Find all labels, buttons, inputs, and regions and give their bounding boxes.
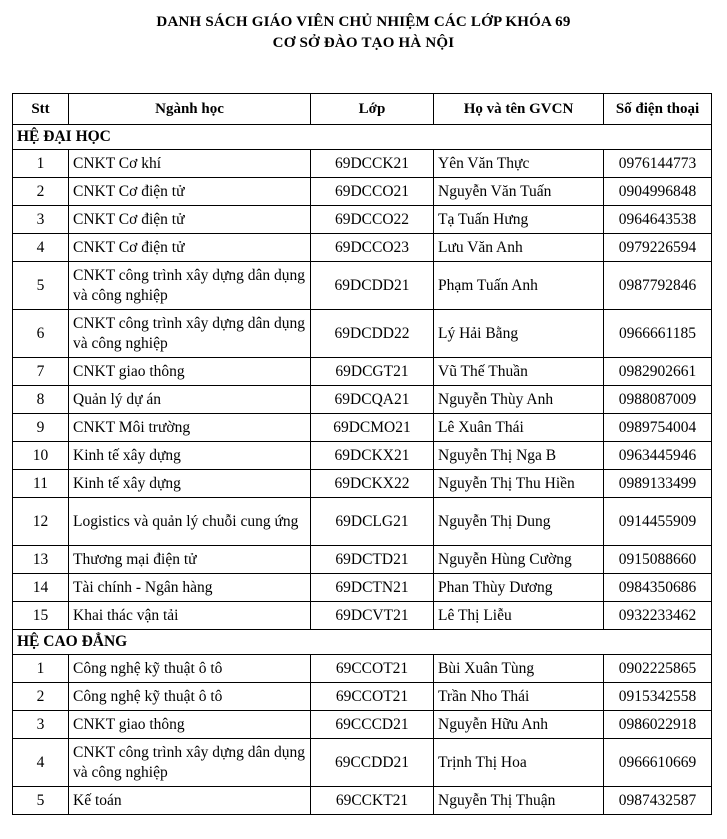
cell-class: 69CCOT21	[311, 683, 434, 711]
cell-teacher: Trần Nho Thái	[434, 683, 604, 711]
table-row	[13, 498, 712, 546]
cell-class: 69CCDD21	[311, 739, 434, 787]
cell-teacher: Lê Xuân Thái	[434, 414, 604, 442]
cell-teacher: Nguyễn Hữu Anh	[434, 711, 604, 739]
cell-teacher: Nguyễn Văn Tuấn	[434, 178, 604, 206]
cell-major: Khai thác vận tải	[69, 602, 311, 630]
section-title: HỆ ĐẠI HỌC	[13, 125, 712, 150]
cell-stt: 4	[13, 234, 69, 262]
cell-major: CNKT Cơ điện tử	[69, 234, 311, 262]
cell-phone: 0966610669	[604, 739, 712, 787]
cell-stt: 13	[13, 546, 69, 574]
cell-stt: 2	[13, 683, 69, 711]
cell-class: 69CCKT21	[311, 787, 434, 815]
table-row	[13, 150, 712, 178]
cell-teacher: Nguyễn Thị Dung	[434, 498, 604, 546]
section-header-college	[13, 630, 712, 655]
cell-major: Thương mại điện tử	[69, 546, 311, 574]
cell-phone: 0979226594	[604, 234, 712, 262]
cell-teacher: Phạm Tuấn Anh	[434, 262, 604, 310]
cell-stt: 1	[13, 150, 69, 178]
cell-major: CNKT Cơ điện tử	[69, 178, 311, 206]
cell-teacher: Nguyễn Thị Thuận	[434, 787, 604, 815]
table-header-row	[13, 94, 712, 125]
table-row	[13, 787, 712, 815]
cell-major: CNKT giao thông	[69, 358, 311, 386]
header-stt: Stt	[13, 94, 69, 125]
cell-class: 69DCCK21	[311, 150, 434, 178]
table-row	[13, 739, 712, 787]
cell-major: CNKT Môi trường	[69, 414, 311, 442]
cell-class: 69DCLG21	[311, 498, 434, 546]
cell-phone: 0915342558	[604, 683, 712, 711]
cell-teacher: Nguyễn Thị Nga B	[434, 442, 604, 470]
cell-phone: 0966661185	[604, 310, 712, 358]
cell-teacher: Nguyễn Hùng Cường	[434, 546, 604, 574]
cell-teacher: Lưu Văn Anh	[434, 234, 604, 262]
cell-stt: 8	[13, 386, 69, 414]
table-row	[13, 386, 712, 414]
cell-class: 69DCCO22	[311, 206, 434, 234]
cell-class: 69DCKX21	[311, 442, 434, 470]
cell-class: 69CCCD21	[311, 711, 434, 739]
cell-stt: 15	[13, 602, 69, 630]
cell-stt: 6	[13, 310, 69, 358]
cell-class: 69DCDD21	[311, 262, 434, 310]
section-title: HỆ CAO ĐẲNG	[13, 630, 712, 655]
table-row	[13, 442, 712, 470]
cell-phone: 0989754004	[604, 414, 712, 442]
cell-teacher: Tạ Tuấn Hưng	[434, 206, 604, 234]
table-row	[13, 262, 712, 310]
table-row	[13, 546, 712, 574]
cell-phone: 0988087009	[604, 386, 712, 414]
table-row	[13, 414, 712, 442]
table-row	[13, 655, 712, 683]
cell-class: 69DCKX22	[311, 470, 434, 498]
cell-teacher: Trịnh Thị Hoa	[434, 739, 604, 787]
cell-stt: 14	[13, 574, 69, 602]
table-row	[13, 574, 712, 602]
cell-major: CNKT Cơ khí	[69, 150, 311, 178]
table-row	[13, 178, 712, 206]
cell-phone: 0902225865	[604, 655, 712, 683]
document-subtitle: CƠ SỞ ĐÀO TẠO HÀ NỘI	[272, 35, 455, 51]
cell-teacher: Vũ Thế Thuần	[434, 358, 604, 386]
cell-major: CNKT công trình xây dựng dân dụng và công nghiệp	[69, 739, 311, 787]
table-row	[13, 234, 712, 262]
cell-phone: 0989133499	[604, 470, 712, 498]
cell-major: Kế toán	[69, 787, 311, 815]
header-phone: Số điện thoại	[604, 94, 712, 125]
cell-stt: 7	[13, 358, 69, 386]
cell-class: 69DCTN21	[311, 574, 434, 602]
cell-major: Tài chính - Ngân hàng	[69, 574, 311, 602]
cell-stt: 2	[13, 178, 69, 206]
header-teacher: Họ và tên GVCN	[434, 94, 604, 125]
cell-major: Quản lý dự án	[69, 386, 311, 414]
table-row	[13, 358, 712, 386]
cell-teacher: Nguyễn Thị Thu Hiền	[434, 470, 604, 498]
document-title: DANH SÁCH GIÁO VIÊN CHỦ NHIỆM CÁC LỚP KHÓA 69	[156, 14, 571, 30]
cell-phone: 0914455909	[604, 498, 712, 546]
cell-teacher: Yên Văn Thực	[434, 150, 604, 178]
cell-phone: 0984350686	[604, 574, 712, 602]
cell-major: Kinh tế xây dựng	[69, 442, 311, 470]
cell-phone: 0915088660	[604, 546, 712, 574]
table-row	[13, 602, 712, 630]
table-row	[13, 683, 712, 711]
cell-phone: 0986022918	[604, 711, 712, 739]
cell-class: 69DCTD21	[311, 546, 434, 574]
cell-teacher: Lý Hải Bằng	[434, 310, 604, 358]
cell-phone: 0987792846	[604, 262, 712, 310]
cell-teacher: Nguyễn Thùy Anh	[434, 386, 604, 414]
cell-phone: 0982902661	[604, 358, 712, 386]
cell-stt: 3	[13, 711, 69, 739]
cell-phone: 0987432587	[604, 787, 712, 815]
cell-stt: 11	[13, 470, 69, 498]
cell-class: 69DCCO21	[311, 178, 434, 206]
cell-major: Công nghệ kỹ thuật ô tô	[69, 683, 311, 711]
cell-stt: 1	[13, 655, 69, 683]
cell-major: Công nghệ kỹ thuật ô tô	[69, 655, 311, 683]
cell-teacher: Bùi Xuân Tùng	[434, 655, 604, 683]
cell-class: 69DCCO23	[311, 234, 434, 262]
table-row	[13, 711, 712, 739]
teacher-table	[12, 93, 712, 815]
table-row	[13, 206, 712, 234]
cell-class: 69CCOT21	[311, 655, 434, 683]
cell-class: 69DCGT21	[311, 358, 434, 386]
cell-major: CNKT công trình xây dựng dân dụng và công nghiệp	[69, 262, 311, 310]
cell-major: CNKT giao thông	[69, 711, 311, 739]
cell-class: 69DCDD22	[311, 310, 434, 358]
cell-major: Kinh tế xây dựng	[69, 470, 311, 498]
cell-major: CNKT Cơ điện tử	[69, 206, 311, 234]
cell-major: CNKT công trình xây dựng dân dụng và công nghiệp	[69, 310, 311, 358]
cell-phone: 0963445946	[604, 442, 712, 470]
cell-stt: 12	[13, 498, 69, 546]
table-row	[13, 310, 712, 358]
cell-major: Logistics và quản lý chuỗi cung ứng	[69, 498, 311, 546]
cell-class: 69DCVT21	[311, 602, 434, 630]
cell-stt: 10	[13, 442, 69, 470]
cell-teacher: Phan Thùy Dương	[434, 574, 604, 602]
cell-phone: 0976144773	[604, 150, 712, 178]
cell-class: 69DCMO21	[311, 414, 434, 442]
cell-stt: 3	[13, 206, 69, 234]
cell-stt: 5	[13, 787, 69, 815]
cell-stt: 5	[13, 262, 69, 310]
table-row	[13, 470, 712, 498]
cell-phone: 0904996848	[604, 178, 712, 206]
cell-stt: 9	[13, 414, 69, 442]
header-major: Ngành học	[69, 94, 311, 125]
cell-teacher: Lê Thị Liễu	[434, 602, 604, 630]
cell-phone: 0964643538	[604, 206, 712, 234]
section-header-university	[13, 125, 712, 150]
cell-class: 69DCQA21	[311, 386, 434, 414]
cell-phone: 0932233462	[604, 602, 712, 630]
cell-stt: 4	[13, 739, 69, 787]
header-class: Lớp	[311, 94, 434, 125]
